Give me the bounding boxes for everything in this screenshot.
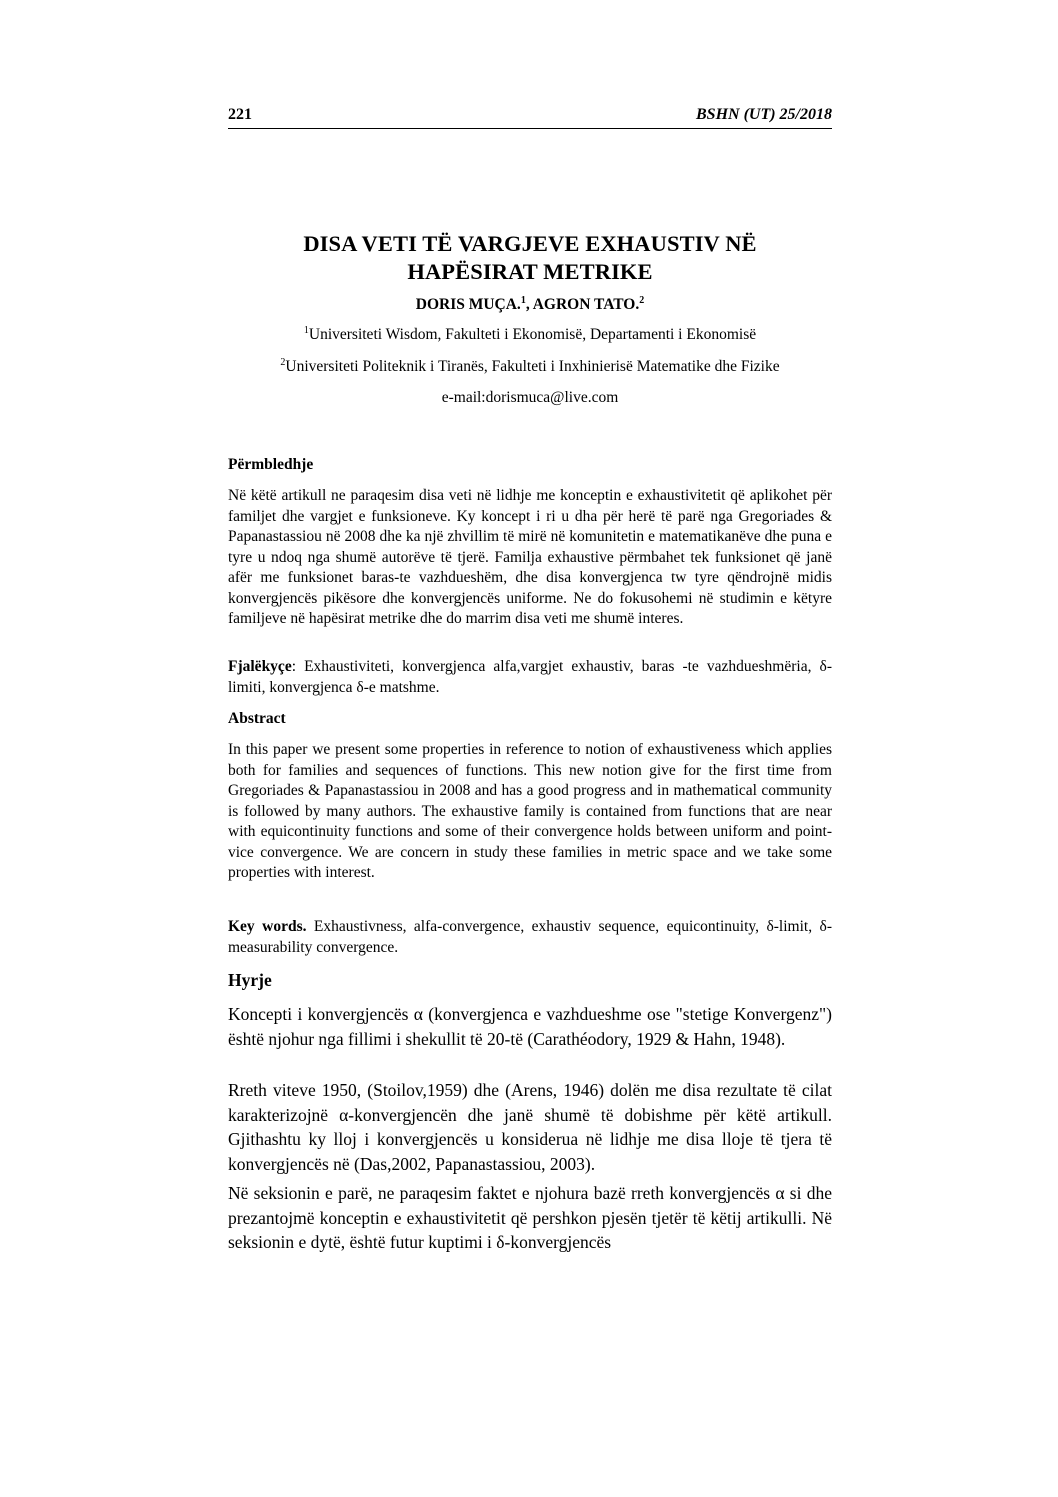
affiliation-2-text: Universiteti Politeknik i Tiranës, Fakulteti i Inxhinierisë Matematike dhe Fizike <box>285 358 780 375</box>
hyrje-paragraph-3: Në seksionin e parë, ne paraqesim faktet e njohura bazë rreth konvergjencës α si dhe prezantojmë konceptin e exhaustivitetit që pershkon pjesën tjetër të këtij artikulli. Në seksionin e dytë, është futur kuptimi i δ-konvergjencës <box>228 1183 832 1252</box>
author-2: AGRON TATO. <box>532 296 640 313</box>
affiliation-1 <box>228 326 832 344</box>
affiliation-2-mark: 2 <box>280 356 286 368</box>
permbledhje-keywords-label: Fjalëkyçe <box>228 658 292 675</box>
author-email: e-mail:dorismuca@live.com <box>441 389 619 406</box>
title-line-2: HAPËSIRAT METRIKE <box>407 259 653 284</box>
paper-title <box>228 230 832 286</box>
affiliation-2 <box>228 358 832 376</box>
page-number: 221 <box>228 106 252 123</box>
permbledhje-text: Në këtë artikull ne paraqesim disa veti në lidhje me konceptin e exhaustivitetit që aplikohet për familjet dhe vargjet e funksioneve. Ky koncept i ri u dha për herë të parë nga Gregoriades & Papanastassiou në 2008 dhe ka një zhvillim të mirë në komunitetin e matematikanëve dhe puna e tyre u ndoq nga shumë autorëve të tjerë. Familja exhaustive përmbahet tek funksionet që janë afër me funksionet baras-te vazhdueshëm, dhe disa konvergjenca tw tyre qëndrojnë midis konvergjencës pikësore dhe konvergjencës uniforme. Ne do fokusohemi në studimin e këtyre familjeve në hapësirat metrike dhe do marrim disa veti me shumë interes. <box>228 487 832 627</box>
abstract-heading: Abstract <box>228 710 286 727</box>
title-line-1: DISA VETI TË VARGJEVE EXHAUSTIV NË <box>303 231 757 256</box>
hyrje-heading: Hyrje <box>228 970 272 990</box>
affiliation-1-text: Universiteti Wisdom, Fakulteti i Ekonomisë, Departamenti i Ekonomisë <box>308 326 757 343</box>
abstract-keywords-text: Exhaustivness, alfa-convergence, exhaustiv sequence, equicontinuity, δ-limit, δ-measurability convergence. <box>228 918 832 956</box>
hyrje-paragraph-1: Koncepti i konvergjencës α (konvergjenca e vazhdueshme ose "stetige Konvergenz") është njohur nga fillimi i shekullit të 20-të (Carathéodory, 1929 & Hahn, 1948). <box>228 1004 832 1049</box>
author-1: DORIS MUÇA. <box>415 296 521 313</box>
author-2-affiliation-mark: 2 <box>639 294 645 306</box>
abstract-keywords-label: Key words. <box>228 918 307 935</box>
permbledhje-keywords <box>228 657 832 698</box>
permbledhje-heading: Përmbledhje <box>228 456 314 473</box>
affiliation-1-mark: 1 <box>303 324 309 336</box>
abstract-text: In this paper we present some properties in reference to notion of exhaustiveness which applies both for families and sequences of functions. This new notion give for the first time from Gregoriades & Papanastassiou in 2008 and has a good progress and in mathematical community is followed by many authors. The exhaustive family is contained from functions that are near with equicontinuity functions and some of their convergence holds between uniform and point-vice convergence. We are concern in study these families in metric space and we take some properties with interest. <box>228 741 832 881</box>
abstract-keywords <box>228 917 832 958</box>
hyrje-paragraph-2: Rreth viteve 1950, (Stoilov,1959) dhe (Arens, 1946) dolën me disa rezultate të cilat karakterizojnë α-konvergjencën dhe janë shumë të dobishme për këtë artikull. Gjithashtu ky lloj i konvergjencës u konsiderua në lidhje me disa lloje të tjera të konvergjencës në (Das,2002, Papanastassiou, 2003). <box>228 1080 832 1174</box>
author-separator: , <box>525 296 533 313</box>
author-list <box>228 296 832 314</box>
journal-name: BSHN (UT) 25/2018 <box>696 106 832 123</box>
permbledhje-keywords-text: : Exhaustiviteti, konvergjenca alfa,vargjet exhaustiv, baras -te vazhdueshmëria, δ-limiti, konvergjenca δ-e matshme. <box>228 658 832 696</box>
running-header <box>228 104 832 129</box>
author-1-affiliation-mark: 1 <box>520 294 526 306</box>
